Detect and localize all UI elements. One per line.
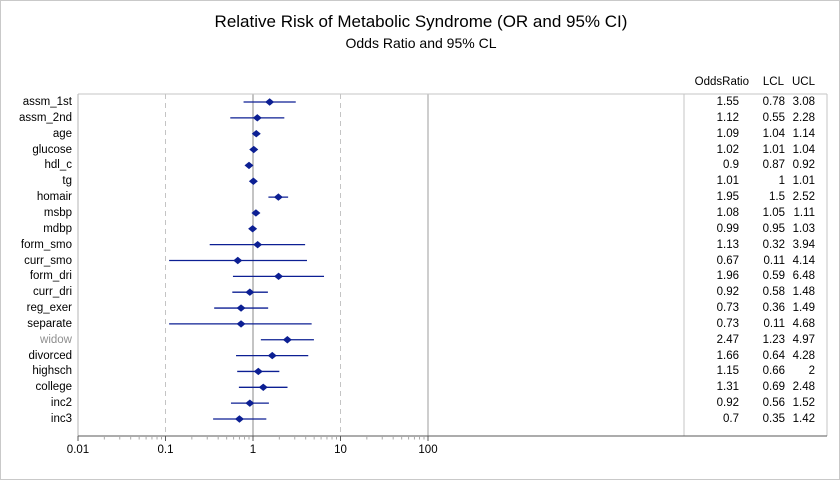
cell-lcl: 0.35 [762,413,785,425]
column-header-ucl: UCL [791,76,815,88]
row-label-highsch: highsch [32,365,72,378]
cell-lcl: 0.11 [763,317,785,330]
row-label-divorced: divorced [28,349,72,362]
cell-ucl: 1.49 [792,302,815,315]
cell-oddsratio: 0.92 [716,397,739,410]
x-tick-label: 10 [334,444,347,456]
cell-ucl: 2.52 [792,191,815,204]
cell-oddsratio: 1.09 [716,127,739,140]
chart-subtitle: Odds Ratio and 95% CL [345,35,497,51]
cell-oddsratio: 0.67 [716,254,739,267]
cell-oddsratio: 1.55 [716,96,739,108]
cell-ucl: 1.48 [792,286,815,299]
cell-oddsratio: 0.99 [716,222,739,235]
row-label-age: age [52,127,72,140]
row-label-msbp: msbp [43,206,72,219]
cell-ucl: 4.68 [792,317,815,330]
cell-ucl: 1.52 [792,397,815,410]
cell-lcl: 1 [778,175,785,188]
cell-ucl: 4.28 [792,349,815,362]
cell-oddsratio: 1.31 [716,381,739,394]
or-marker [259,384,268,391]
cell-ucl: 1.11 [793,206,815,219]
row-label-separate: separate [27,317,72,330]
cell-lcl: 0.58 [762,286,785,299]
row-label-inc2: inc2 [50,397,72,410]
or-marker [253,114,262,121]
cell-oddsratio: 0.9 [723,159,739,172]
cell-lcl: 0.11 [763,254,785,267]
x-tick-label: 1 [249,444,257,456]
cell-lcl: 1.5 [769,191,785,204]
row-label-hdl_c: hdl_c [44,159,72,172]
cell-ucl: 2.28 [792,111,815,124]
row-label-reg_exer: reg_exer [26,302,72,315]
cell-ucl: 2.48 [792,381,815,394]
cell-ucl: 4.14 [792,254,815,267]
cell-oddsratio: 2.47 [716,333,739,346]
or-marker [249,178,258,185]
row-label-form_dri: form_dri [29,270,72,283]
x-tick-label: 0.1 [157,444,174,456]
or-marker [233,257,242,264]
cell-lcl: 0.32 [762,238,785,251]
cell-oddsratio: 1.96 [716,270,739,283]
cell-ucl: 4.97 [792,333,815,346]
cell-oddsratio: 1.01 [716,175,739,188]
row-label-glucose: glucose [32,143,72,156]
cell-lcl: 1.04 [762,127,785,140]
cell-ucl: 0.92 [792,159,815,172]
cell-oddsratio: 0.92 [716,286,739,299]
row-label-college: college [35,381,72,394]
cell-ucl: 1.14 [792,127,815,140]
or-marker [244,162,253,169]
x-tick-label: 0.01 [66,444,90,456]
cell-oddsratio: 1.13 [716,238,739,251]
cell-ucl: 1.04 [792,143,815,156]
cell-lcl: 0.36 [762,302,785,315]
cell-lcl: 0.78 [762,96,785,108]
or-marker [237,320,246,327]
cell-lcl: 0.64 [762,349,785,362]
cell-ucl: 2 [808,365,815,378]
cell-oddsratio: 1.12 [716,111,739,124]
row-label-curr_dri: curr_dri [33,286,72,299]
cell-lcl: 1.05 [762,206,785,219]
cell-oddsratio: 1.08 [716,206,739,219]
cell-oddsratio: 1.95 [716,191,739,204]
column-header-lcl: LCL [762,76,784,88]
cell-lcl: 0.95 [762,222,785,235]
or-marker [237,304,246,311]
cell-lcl: 0.55 [762,111,785,124]
chart-title: Relative Risk of Metabolic Syndrome (OR and 95% CI) [214,12,628,31]
or-marker [253,241,262,248]
row-label-mdbp: mdbp [43,222,72,235]
or-marker [254,368,263,375]
or-marker [265,98,274,105]
or-marker [248,225,257,232]
row-label-inc3: inc3 [50,413,72,425]
cell-lcl: 1.01 [762,143,785,156]
or-marker [283,336,292,343]
or-marker [274,193,283,200]
row-label-form_smo: form_smo [20,238,72,251]
cell-lcl: 0.59 [762,270,785,283]
row-label-assm_2nd: assm_2nd [18,111,72,124]
cell-ucl: 1.03 [792,222,815,235]
cell-ucl: 6.48 [792,270,815,283]
cell-oddsratio: 0.7 [723,413,739,425]
cell-lcl: 0.56 [762,397,785,410]
cell-lcl: 0.69 [762,381,785,394]
or-marker [268,352,277,359]
or-marker [274,273,283,280]
cell-ucl: 1.01 [792,175,815,188]
row-label-tg: tg [62,175,72,188]
cell-oddsratio: 1.15 [716,365,739,378]
row-label-curr_smo: curr_smo [24,254,72,267]
cell-lcl: 0.66 [762,365,785,378]
cell-lcl: 0.87 [762,159,785,172]
row-label-widow: widow [40,333,72,346]
cell-ucl: 3.08 [792,96,815,108]
cell-oddsratio: 0.73 [716,302,739,315]
row-label-homair: homair [36,191,72,204]
cell-lcl: 1.23 [762,333,785,346]
or-marker [249,146,258,153]
x-tick-label: 100 [418,444,438,456]
cell-oddsratio: 0.73 [716,317,739,330]
or-marker [235,415,244,422]
cell-oddsratio: 1.66 [716,349,739,362]
cell-oddsratio: 1.02 [716,143,739,156]
column-header-oddsratio: OddsRatio [694,76,749,88]
cell-ucl: 1.42 [792,413,815,425]
cell-ucl: 3.94 [792,238,815,251]
row-label-assm_1st: assm_1st [22,96,72,108]
